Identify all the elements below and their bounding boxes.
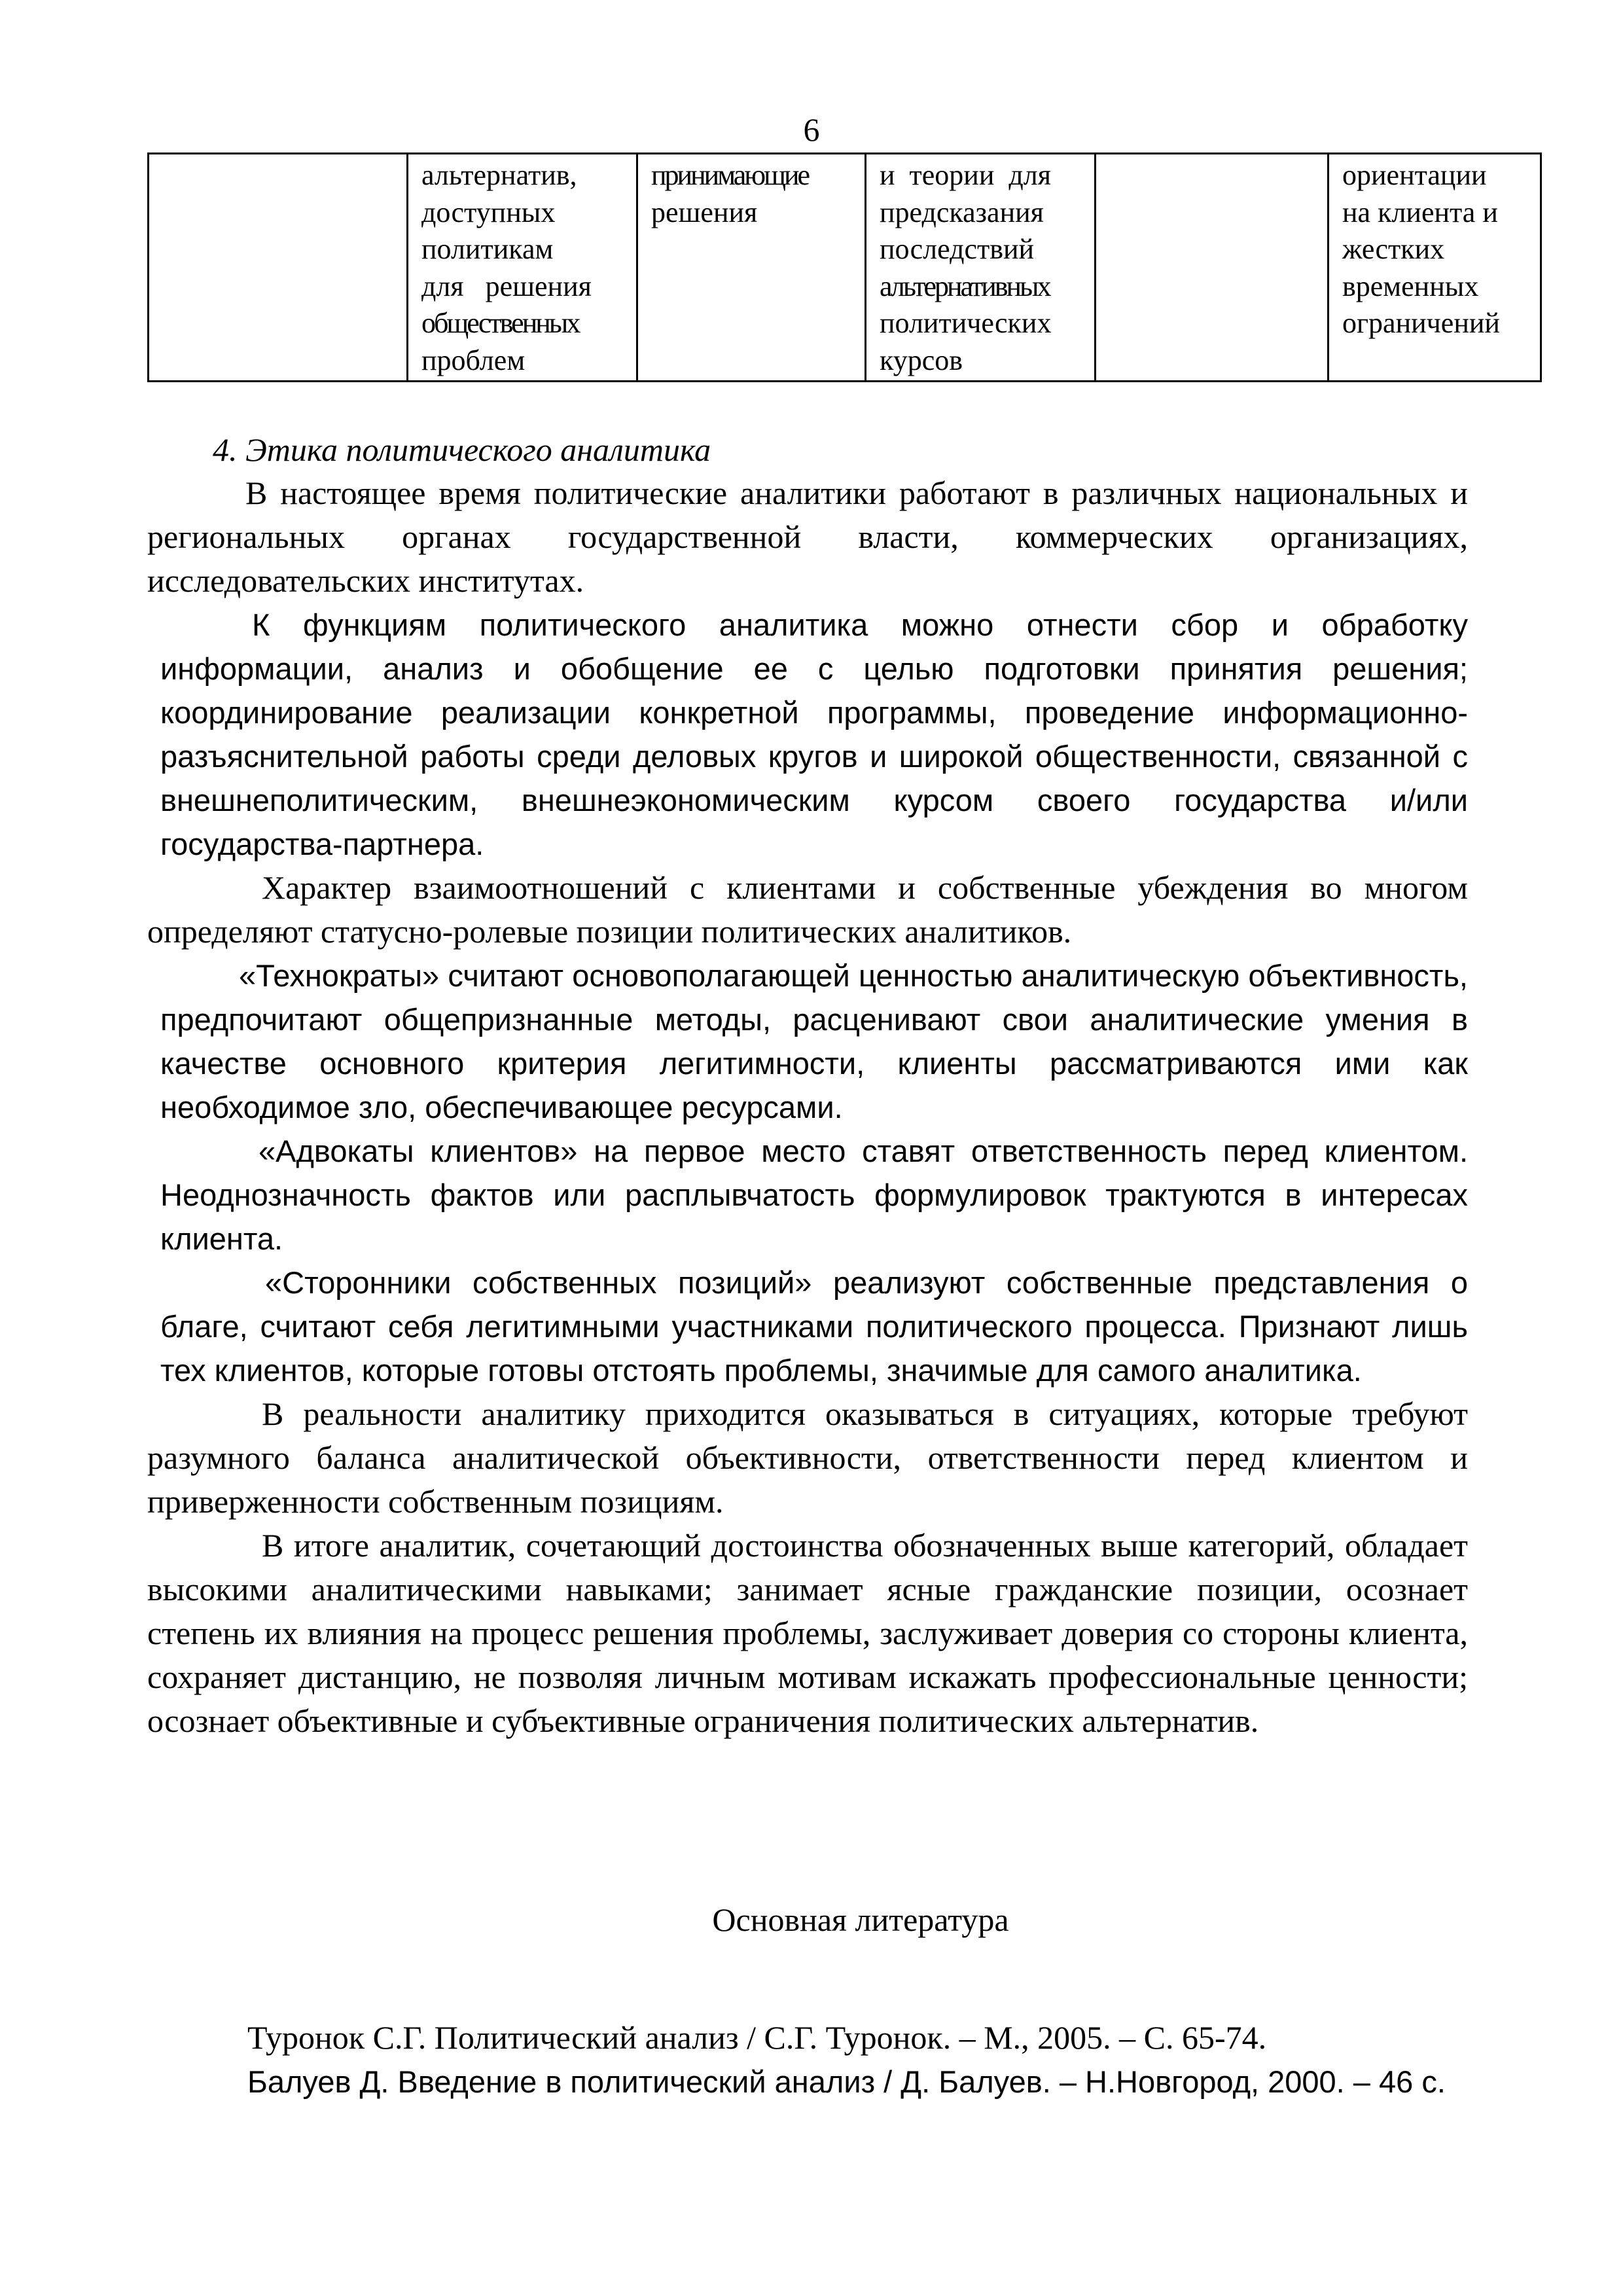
- table-cell-line: курсов: [880, 344, 963, 376]
- page-number: 6: [803, 111, 820, 148]
- table-cell-line: политических: [880, 307, 1052, 339]
- section-heading: 4. Этика политического аналитика: [213, 431, 711, 468]
- table-cell-line: и теории для: [880, 159, 1051, 191]
- table-cell-line: жестких: [1342, 233, 1445, 265]
- table-cell-line: для решения: [421, 270, 592, 302]
- paragraph: В реальности аналитику приходится оказываться в ситуациях, которые требуют разумного баланса аналитической объективности, ответственности перед клиентом и приверженности собственным позициям.: [147, 1395, 1468, 1520]
- paragraph: «Сторонники собственных позиций» реализуют собственные представления о благе, считают себя легитимными участниками политического процесса. Признают лишь тех клиентов, которые готовы отстоять проблемы, значимые для самого аналитика.: [160, 1265, 1468, 1388]
- literature-list: [157, 2016, 1468, 2104]
- table-cell-6: [1329, 154, 1541, 382]
- literature-item: Туронок С.Г. Политический анализ / С.Г. Туронок. – М., 2005. – С. 65-74.: [247, 2019, 1267, 2056]
- table-cell-line: политикам: [421, 233, 554, 265]
- table-cell-5: [1096, 154, 1329, 382]
- table-cell-line: предсказания: [880, 196, 1044, 228]
- table-row: [149, 154, 1541, 382]
- table-cell-line: ограничений: [1342, 307, 1500, 339]
- table-cell-line: принимающие: [651, 159, 809, 191]
- section-body: [147, 471, 1468, 1743]
- table-cell-1: [149, 154, 408, 382]
- table-cell-line: проблем: [421, 344, 526, 376]
- paragraph: Характер взаимоотношений с клиентами и собственные убеждения во многом определяют статусно-ролевые позиции политических аналитиков.: [147, 869, 1468, 950]
- table-cell-2: [408, 154, 637, 382]
- continued-table: [147, 152, 1542, 382]
- literature-item: Балуев Д. Введение в политический анализ / Д. Балуев. – Н.Новгород, 2000. – 46 с.: [247, 2064, 1446, 2099]
- table-cell-line: временных: [1342, 270, 1479, 302]
- paragraph: «Адвокаты клиентов» на первое место ставят ответственность перед клиентом. Неоднозначность фактов или расплывчатость формулировок трактуются в интересах клиента.: [160, 1134, 1468, 1256]
- paragraph: К функциям политического аналитика можно отнести сбор и обработку информации, анализ и обобщение ее с целью подготовки принятия решения; координирование реализации конкретной программы, проведение информационно-разъяснительной работы среди деловых кругов и широкой общественности, связанной с внешнеполитическим, внешнеэкономическим курсом своего государства и/или государства-партнера.: [160, 607, 1468, 861]
- table-cell-line: на клиента и: [1342, 196, 1498, 228]
- table-cell-4: [866, 154, 1096, 382]
- table-cell-line: общественных: [421, 307, 579, 339]
- paragraph: В настоящее время политические аналитики работают в различных национальных и региональных органах государственной власти, коммерческих организациях, исследовательских институтах.: [147, 475, 1468, 599]
- table-cell-3: [637, 154, 866, 382]
- table-cell-line: альтернатив,: [421, 159, 577, 191]
- literature-title: Основная литература: [712, 1901, 1009, 1938]
- table-cell-line: доступных: [421, 196, 556, 228]
- table-cell-line: последствий: [880, 233, 1035, 265]
- table-cell-line: ориентации: [1342, 159, 1487, 191]
- paragraph: В итоге аналитик, сочетающий достоинства обозначенных выше категорий, обладает высокими аналитическими навыками; занимает ясные гражданские позиции, осознает степень их влияния на процесс решения проблемы, заслуживает доверия со стороны клиента, сохраняет дистанцию, не позволяя личным мотивам искажать профессиональные ценности; осознает объективные и субъективные ограничения политических альтернатив.: [147, 1527, 1468, 1739]
- table-cell-line: альтернативных: [880, 270, 1050, 302]
- table-cell-line: решения: [651, 196, 758, 228]
- paragraph: «Технократы» считают основополагающей ценностью аналитическую объективность, предпочитают общепризнанные методы, расценивают свои аналитические умения в качестве основного критерия легитимности, клиенты рассматриваются ими как необходимое зло, обеспечивающее ресурсами.: [160, 958, 1468, 1124]
